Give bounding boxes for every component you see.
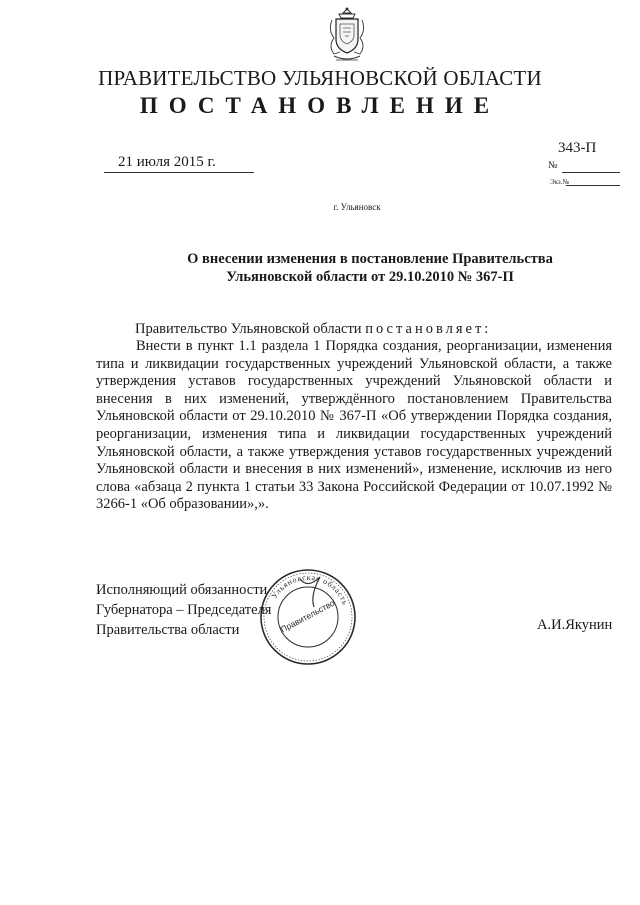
seal-center-text: Правительство — [278, 597, 337, 635]
document-type-title: ПОСТАНОВЛЕНИЕ — [139, 93, 501, 118]
document-date: 21 июля 2015 г. — [118, 154, 216, 170]
city-label: г. Ульяновск — [333, 202, 381, 212]
government-title: ПРАВИТЕЛЬСТВО УЛЬЯНОВСКОЙ ОБЛАСТИ — [98, 66, 542, 90]
number-underline — [562, 172, 620, 173]
signatory-position — [96, 580, 271, 640]
signatory-position-line-2: Губернатора – Председателя — [96, 602, 272, 618]
copy-number-label: Экз.№ — [550, 178, 570, 186]
seal-ring-text: Ульяновская область — [269, 572, 350, 607]
body-paragraph: Внести в пункт 1.1 раздела 1 Порядка создания, реорганизации, изменения типа и ликвидации государственных учреждений Ульяновской области, а также утверждения уставов государственных учреждений Ульяновской области и внесения в них изменений, утверждённого постановлением Правительства Ульяновской области от 29.10.2010 № 367-П «Об утверждении Порядка создания, реорганизации, изменения типа и ликвидации государственных учреждений Ульяновской области, а также утверждения уставов государственных учреждений Ульяновской области и внесения в них изменений», изменение, исключив из него слова «абзаца 2 пункта 1 статьи 33 Закона Российской Федерации от 10.07.1992 № 3266-1 «Об образовании»,». — [96, 338, 612, 513]
date-underline — [104, 172, 254, 173]
signatory-position-line-3: Правительства области — [96, 622, 240, 638]
preamble — [135, 321, 491, 338]
preamble-lead: Правительство Ульяновской области — [135, 321, 362, 337]
signatory-position-line-1: Исполняющий обязанности — [96, 582, 268, 598]
number-sign-label: № — [548, 160, 558, 171]
signatory-name: А.И.Якунин — [537, 617, 613, 633]
document-subject: О внесении изменения в постановление Правительства Ульяновской области от 29.10.2010 № 367-П — [187, 251, 553, 285]
document-number: 343-П — [558, 140, 597, 156]
coat-of-arms-icon — [326, 6, 368, 64]
copy-number-underline — [566, 185, 620, 186]
official-seal-icon — [258, 567, 358, 667]
preamble-verb: постановляет: — [365, 321, 492, 337]
